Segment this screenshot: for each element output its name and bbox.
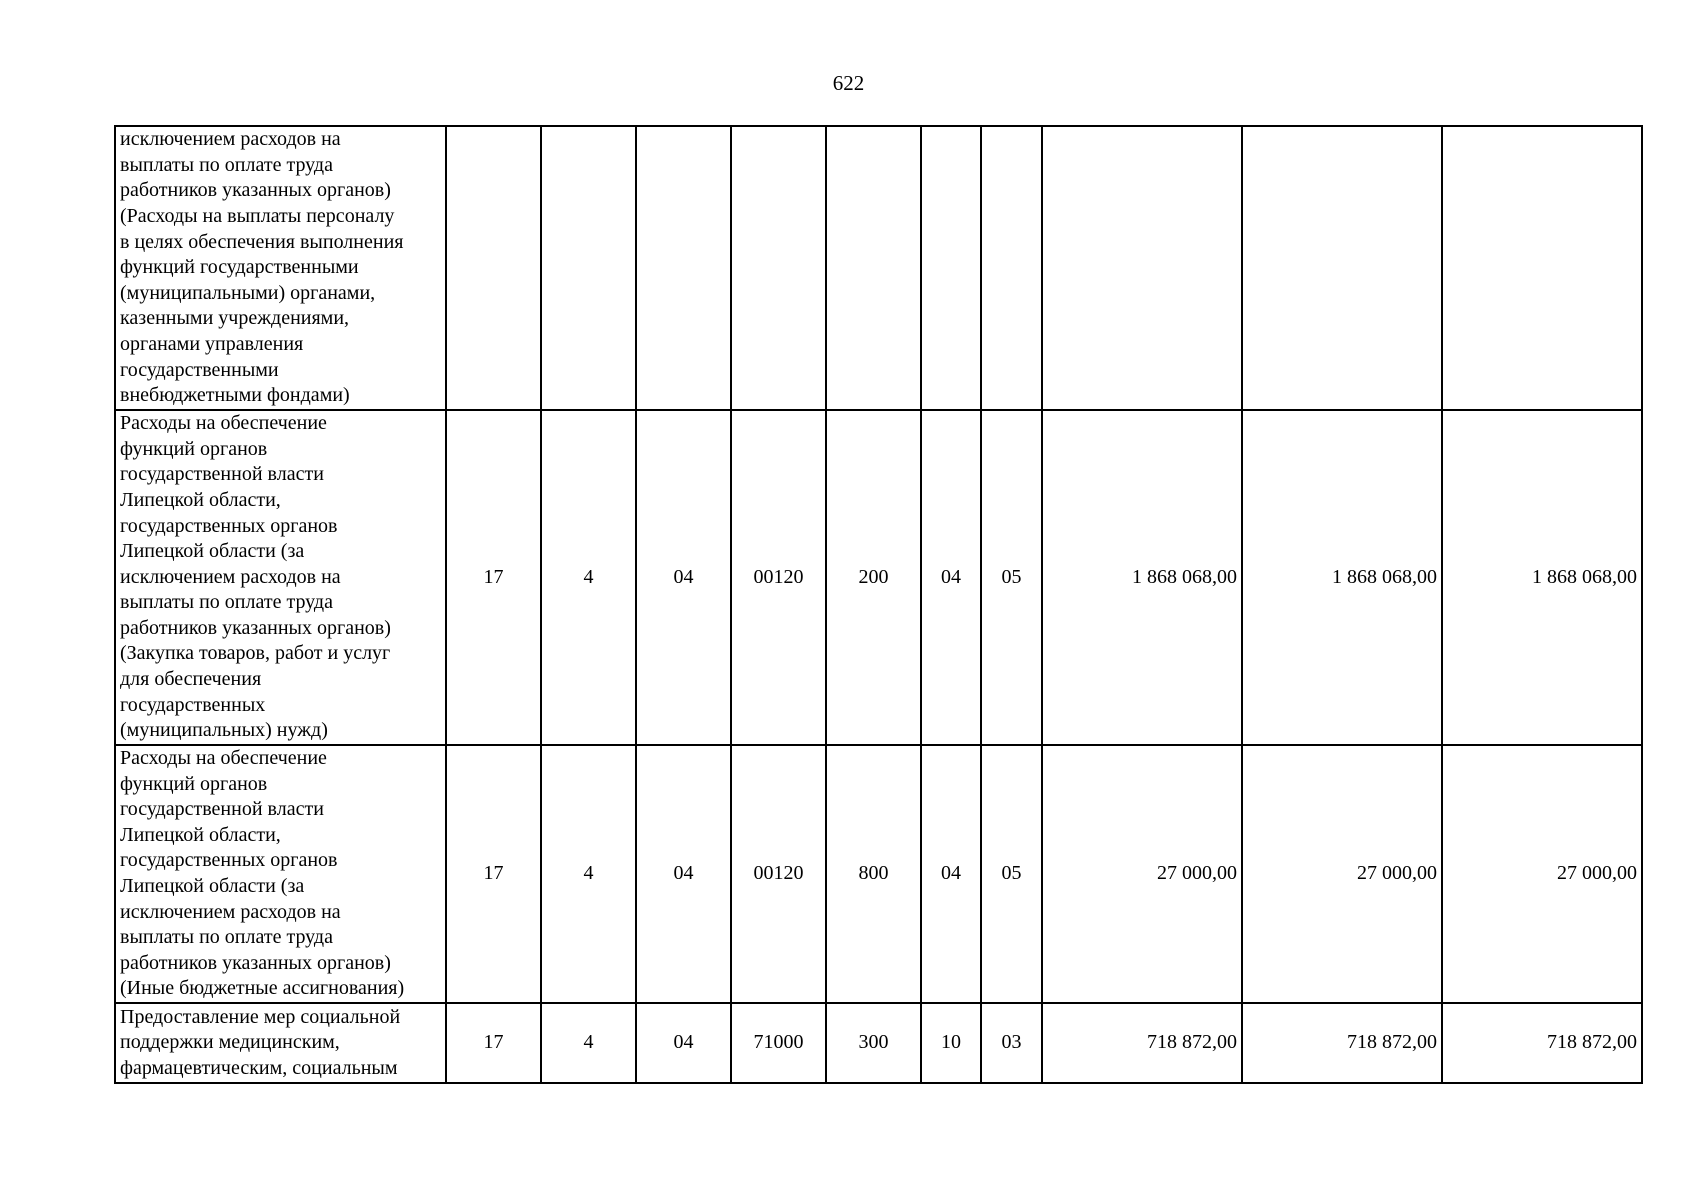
code-cell: 4 — [541, 1003, 636, 1083]
row-description: исключением расходов на выплаты по оплате труда работников указанных органов) (Расходы на выплаты персоналу в целях обеспечения выполнения функций государственными (муниципальными) органами, казенными учреждениями, органами управления государственными внебюджетными фондами) — [115, 126, 446, 410]
row-description: Расходы на обеспечение функций органов государственной власти Липецкой области, государственных органов Липецкой области (за исключением расходов на выплаты по оплате труда работников указанных органов) (Закупка товаров, работ и услуг для обеспечения государственных (муниципальных) нужд) — [115, 410, 446, 745]
code-cell: 05 — [981, 745, 1042, 1003]
amount-cell: 1 868 068,00 — [1442, 410, 1642, 745]
code-cell: 04 — [636, 745, 731, 1003]
budget-table — [114, 125, 1643, 1084]
code-cell: 00120 — [731, 410, 826, 745]
code-cell: 03 — [981, 1003, 1042, 1083]
amount-cell — [1242, 126, 1442, 410]
code-cell: 71000 — [731, 1003, 826, 1083]
table-row — [115, 126, 1642, 410]
code-cell — [826, 126, 921, 410]
code-cell: 200 — [826, 410, 921, 745]
code-cell — [981, 126, 1042, 410]
code-cell: 4 — [541, 410, 636, 745]
code-cell: 04 — [921, 410, 981, 745]
code-cell — [636, 126, 731, 410]
code-cell: 04 — [636, 1003, 731, 1083]
amount-cell: 718 872,00 — [1442, 1003, 1642, 1083]
amount-cell: 718 872,00 — [1042, 1003, 1242, 1083]
code-cell: 17 — [446, 410, 541, 745]
code-cell — [541, 126, 636, 410]
code-cell: 04 — [636, 410, 731, 745]
amount-cell: 718 872,00 — [1242, 1003, 1442, 1083]
amount-cell — [1042, 126, 1242, 410]
amount-cell: 27 000,00 — [1242, 745, 1442, 1003]
code-cell: 05 — [981, 410, 1042, 745]
code-cell: 10 — [921, 1003, 981, 1083]
code-cell: 17 — [446, 745, 541, 1003]
code-cell — [921, 126, 981, 410]
row-description: Расходы на обеспечение функций органов государственной власти Липецкой области, государственных органов Липецкой области (за исключением расходов на выплаты по оплате труда работников указанных органов) (Иные бюджетные ассигнования) — [115, 745, 446, 1003]
amount-cell — [1442, 126, 1642, 410]
row-description: Предоставление мер социальной поддержки медицинским, фармацевтическим, социальным — [115, 1003, 446, 1083]
code-cell — [731, 126, 826, 410]
amount-cell: 27 000,00 — [1442, 745, 1642, 1003]
code-cell: 17 — [446, 1003, 541, 1083]
code-cell: 04 — [921, 745, 981, 1003]
table-row — [115, 1003, 1642, 1083]
code-cell — [446, 126, 541, 410]
page-number: 622 — [832, 71, 865, 95]
amount-cell: 27 000,00 — [1042, 745, 1242, 1003]
amount-cell: 1 868 068,00 — [1242, 410, 1442, 745]
table-row — [115, 410, 1642, 745]
code-cell: 800 — [826, 745, 921, 1003]
code-cell: 4 — [541, 745, 636, 1003]
table-row — [115, 745, 1642, 1003]
code-cell: 00120 — [731, 745, 826, 1003]
amount-cell: 1 868 068,00 — [1042, 410, 1242, 745]
code-cell: 300 — [826, 1003, 921, 1083]
